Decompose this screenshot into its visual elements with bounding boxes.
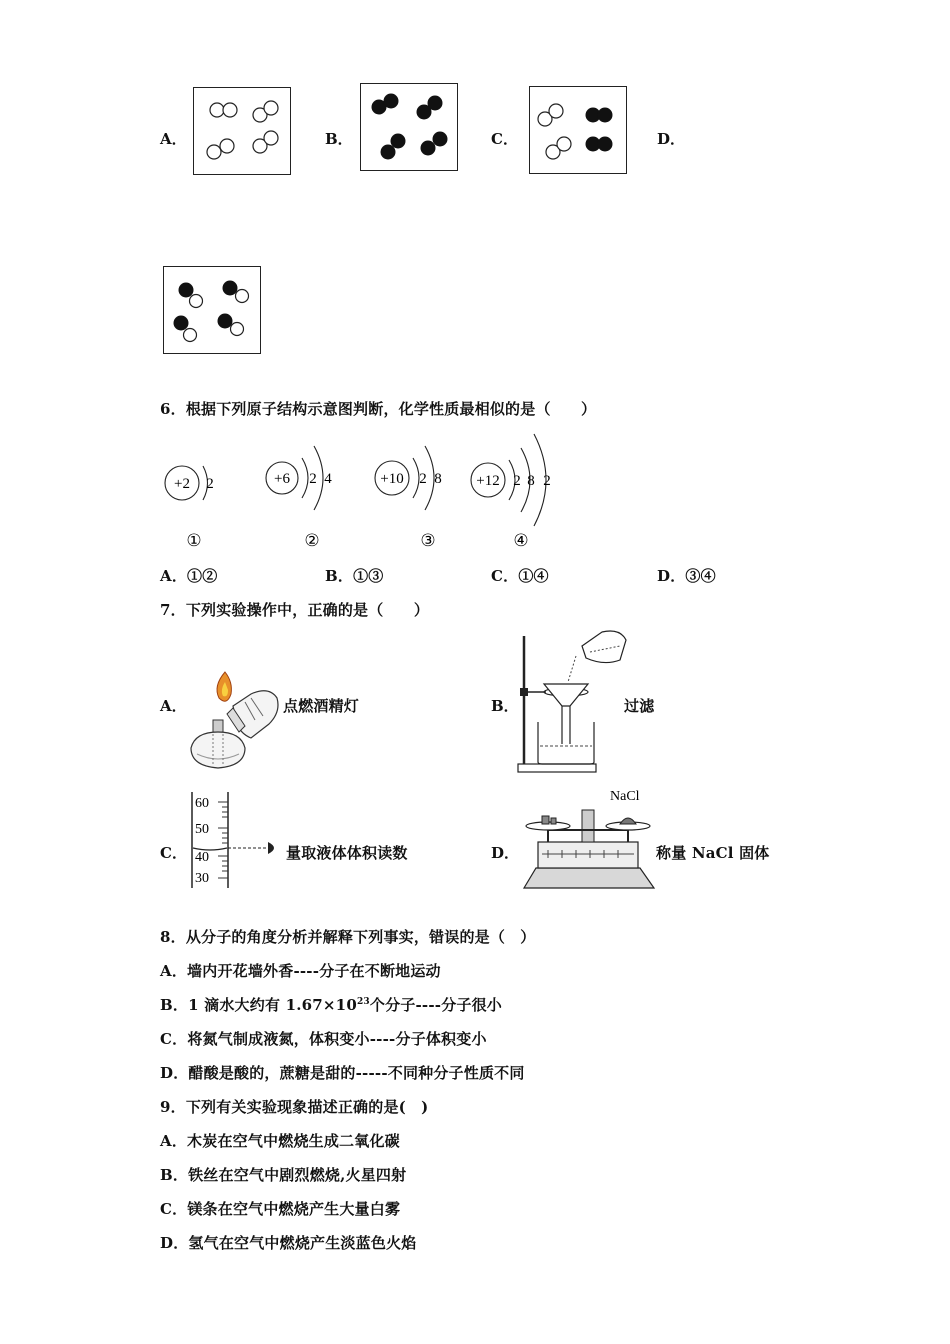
q5-option-c-letter: C． bbox=[491, 130, 518, 148]
q6-option-a: A．①② bbox=[160, 567, 218, 585]
q7-option-d-letter: D． bbox=[491, 844, 520, 862]
q7-option-c-text: 量取液体体积读数 bbox=[286, 844, 408, 862]
atom-4-shell-2: 8 bbox=[527, 473, 535, 489]
atom-2-shell-1: 2 bbox=[309, 471, 317, 487]
balance-nacl-label: NaCl bbox=[610, 789, 640, 804]
filtration-apparatus-image bbox=[516, 626, 628, 774]
q8-option-b: B．1 滴水大约有 $1.67\times 10^{23}$个分子----分子很小 bbox=[160, 996, 502, 1014]
q5-option-d-diagram bbox=[163, 266, 261, 354]
atom-4-nucleus: +12 bbox=[476, 473, 500, 489]
q5-option-d-letter: D． bbox=[657, 130, 686, 148]
molecule-diagram-b bbox=[361, 84, 457, 170]
atom-1-shell-1: 2 bbox=[206, 476, 214, 492]
molecule-diagram-a bbox=[194, 88, 290, 174]
cylinder-tick-50: 50 bbox=[195, 822, 209, 837]
graduated-cylinder-image bbox=[188, 790, 288, 890]
q5-option-b-diagram bbox=[360, 83, 458, 171]
molecule-diagram-c bbox=[530, 87, 626, 173]
q5-option-b-letter: B． bbox=[325, 130, 353, 148]
q7-option-a-text: 点燃酒精灯 bbox=[283, 697, 360, 715]
q6-stem: 6．根据下列原子结构示意图判断，化学性质最相似的是（ ） bbox=[160, 400, 597, 418]
atom-2-label: ② bbox=[304, 531, 320, 550]
q5-option-c-diagram bbox=[529, 86, 627, 174]
balance-image bbox=[518, 786, 658, 890]
q5-option-a-diagram bbox=[193, 87, 291, 175]
atom-3-shell-1: 2 bbox=[419, 471, 427, 487]
q6-option-d: D．③④ bbox=[657, 567, 716, 585]
q6-option-c: C．①④ bbox=[491, 567, 549, 585]
q9-option-a: A．木炭在空气中燃烧生成二氧化碳 bbox=[160, 1132, 400, 1150]
q6-atom-diagrams bbox=[160, 428, 560, 553]
atom-structure-3 bbox=[375, 446, 442, 550]
atom-4-shell-1: 2 bbox=[513, 473, 521, 489]
q8-option-a: A．墙内开花墙外香----分子在不断地运动 bbox=[160, 962, 441, 980]
q7-option-d-text: 称量 NaCl 固体 bbox=[656, 844, 770, 862]
q9-option-d: D．氢气在空气中燃烧产生淡蓝色火焰 bbox=[160, 1234, 417, 1252]
q7-stem: 7．下列实验操作中，正确的是（ ） bbox=[160, 601, 430, 619]
q7-option-a-letter: A． bbox=[160, 697, 187, 715]
cylinder-tick-60: 60 bbox=[195, 796, 209, 811]
q9-option-b: B．铁丝在空气中剧烈燃烧,火星四射 bbox=[160, 1166, 407, 1184]
cylinder-tick-30: 30 bbox=[195, 871, 209, 886]
atom-4-label: ④ bbox=[513, 531, 529, 550]
cylinder-tick-40: 40 bbox=[195, 850, 209, 865]
q6-option-b: B．①③ bbox=[325, 567, 384, 585]
atom-4-shell-3: 2 bbox=[543, 473, 551, 489]
q7-option-b-text: 过滤 bbox=[624, 697, 655, 715]
eye-icon bbox=[268, 842, 274, 854]
q7-option-c-letter: C． bbox=[160, 844, 187, 862]
q9-option-c: C．镁条在空气中燃烧产生大量白雾 bbox=[160, 1200, 401, 1218]
atom-1-nucleus: +2 bbox=[174, 476, 190, 492]
q9-stem: 9．下列有关实验现象描述正确的是( ) bbox=[160, 1098, 429, 1116]
atom-2-nucleus: +6 bbox=[274, 471, 290, 487]
atom-structure-1 bbox=[165, 466, 214, 550]
atom-1-label: ① bbox=[186, 531, 202, 550]
atom-3-shell-2: 8 bbox=[434, 471, 442, 487]
q5-option-a-letter: A． bbox=[160, 130, 187, 148]
atom-2-shell-2: 4 bbox=[324, 471, 332, 487]
atom-structure-4 bbox=[471, 434, 551, 550]
atom-3-nucleus: +10 bbox=[380, 471, 404, 487]
alcohol-lamp-image bbox=[185, 668, 285, 776]
q8-option-d: D．醋酸是酸的，蔗糖是甜的-----不同种分子性质不同 bbox=[160, 1064, 525, 1082]
q8-option-c: C．将氮气制成液氮，体积变小----分子体积变小 bbox=[160, 1030, 487, 1048]
atom-3-label: ③ bbox=[420, 531, 436, 550]
q8-stem: 8．从分子的角度分析并解释下列事实，错误的是（ ） bbox=[160, 928, 536, 946]
q7-option-b-letter: B． bbox=[491, 697, 519, 715]
molecule-diagram-d bbox=[164, 267, 260, 353]
atom-structure-2 bbox=[266, 446, 332, 550]
